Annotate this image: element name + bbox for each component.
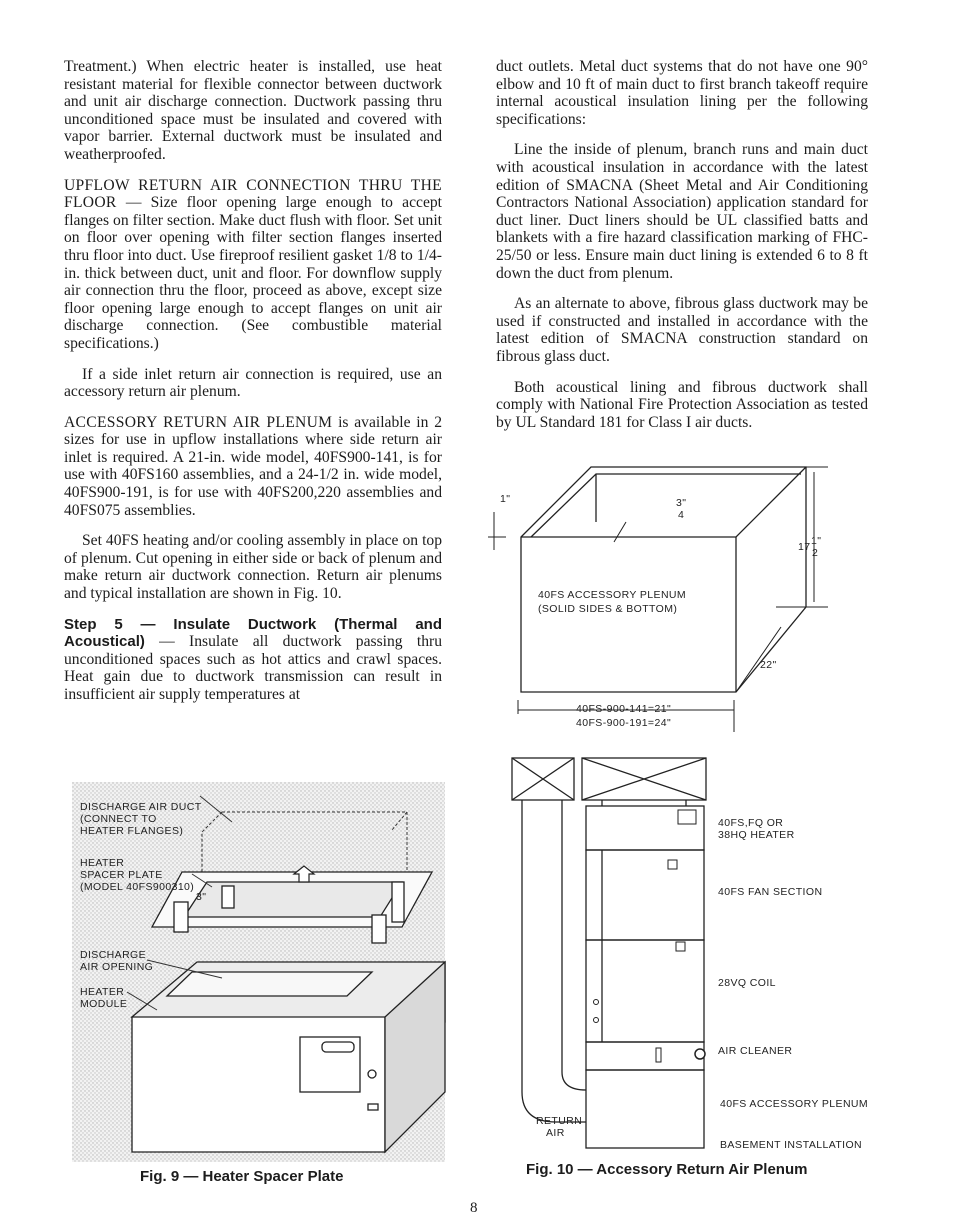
dimension-height-den: 2 [812,547,819,559]
label-air-cleaner: AIR CLEANER [718,1045,793,1057]
dimension-depth: 22" [760,659,777,671]
step-heading: Step 5 — Insulate Ductwork (Thermal and Acoustical) [64,615,442,651]
label-heater: 38HQ HEATER [718,829,795,841]
cleaner-handle-icon [656,1048,661,1062]
paragraph [64,414,442,520]
label-heater-module: MODULE [80,998,128,1010]
dimension-top: 1" [500,493,511,505]
label-heater-spacer-plate: HEATER [80,857,125,869]
dimension-width: 40FS-900-191=24" [576,717,672,729]
accessory-plenum-diagram [476,462,848,740]
dimension-flange-den: 4 [678,509,685,521]
paragraph-body: — Size floor opening large enough to accept flanges on filter section. Make duct flush with floor. Set unit on floor over opening with filter section flanges inserted thru floor into duct. Use fireproof resilient gasket 1/8 to 1/4-in. thick between duct, unit and floor. For downflow supply air connection thru the floor, proceed as above, except size floor opening large enough to accept flanges on unit air discharge connection. (See combustible material specifications.) [64,194,442,352]
section-heading: ACCESSORY RETURN AIR PLENUM [64,413,333,431]
left-text-column [64,58,442,717]
paragraph-body: is available in 2 sizes for use in upflow installations where side return air inlet is required. A 21-in. wide model, 40FS900-141, is for use with 40FS160 assemblies, and a 24-1/2 in. wide model, 40FS900-191, is for use with 40FS200,220 assemblies and 40FS075 assemblies. [64,413,442,519]
label-accessory-plenum: 40FS ACCESSORY PLENUM [720,1098,869,1110]
unit-stack [586,806,704,1148]
label-discharge-air-duct: (CONNECT TO [80,813,157,825]
paragraph [64,616,442,704]
paragraph: duct outlets. Metal duct systems that do not have one 90° elbow and 10 ft of main duct to first branch takeoff require internal acoustical insulation lining per the following specifications: [496,58,868,128]
supply-plenum [582,758,706,806]
coil-knob-icon [594,1000,599,1005]
right-text-column [496,58,868,444]
paragraph-body: — Insulate all ductwork passing thru unconditioned spaces such as hot attics and crawl spaces. Heat gain due to ductwork transmission can result in insufficient air supply temperatures at [64,633,442,703]
section-heading: UPFLOW RETURN AIR CONNECTION THRU THE FLOOR [64,176,442,212]
dimension-height-frac: 1" [811,535,822,547]
paragraph: If a side inlet return air connection is required, use an accessory return air plenum. [64,365,442,401]
label-heater-module: HEATER [80,986,125,998]
paragraph: As an alternate to above, fibrous glass ductwork may be used if constructed and installed in accordance with the latest edition of SMACNA construction standard on fibrous glass duct. [496,295,868,365]
label-discharge-air-duct: DISCHARGE AIR DUCT [80,801,202,813]
coil-control-icon [676,942,685,951]
label-heater-spacer-plate: SPACER PLATE [80,869,163,881]
heater-module [132,962,445,1152]
paragraph: Set 40FS heating and/or cooling assembly in place on top of plenum. Cut opening in either side or back of plenum and make return air ductwork connection. Return air plenums and typical installation are shown in Fig. 10. [64,532,442,603]
label-coil: 28VQ COIL [718,977,776,989]
fig10-caption: Fig. 10 — Accessory Return Air Plenum [526,1161,808,1178]
plenum-label: 40FS ACCESSORY PLENUM [538,589,687,601]
label-heater-spacer-plate: (MODEL 40FS900310) [80,881,195,893]
dimension-height: 17 [798,541,811,553]
label-discharge-air-opening: AIR OPENING [80,961,154,973]
return-air-duct [512,758,586,1122]
label-discharge-air-duct: HEATER FLANGES) [80,825,184,837]
dimension-width: 40FS-900-141=21" [576,703,672,715]
dimension-flange: 3" [676,497,687,509]
label-basement-installation: BASEMENT INSTALLATION [720,1139,863,1151]
label-discharge-air-opening: DISCHARGE [80,949,147,961]
fig9-heater-spacer-plate [72,782,447,1164]
paragraph: Treatment.) When electric heater is installed, use heat resistant material for flexible connector between ductwork and unit air discharge connection. Ductwork passing thru unconditioned space must be insulated and covered with vapor barrier. External ductwork must be insulated and weatherproofed. [64,58,442,163]
label-fan-section: 40FS FAN SECTION [718,886,823,898]
paragraph: Line the inside of plenum, branch runs and main duct with acoustical insulation in accordance with the latest edition of SMACNA (Sheet Metal and Air Conditioning Contractors National Association) application standard for duct liner. Duct liners should be UL classified batts and blankets with a fire hazard classification marking of FHC-25/50 or less. Ensure main duct lining is extended 6 to 8 ft down the duct from plenum. [496,141,868,282]
label-heater: 40FS,FQ OR [718,817,784,829]
page-number: 8 [470,1200,478,1216]
fan-control-icon [668,860,677,869]
label-return-air: RETURN [536,1115,583,1127]
label-spacer-dimension: 3" [196,891,207,903]
paragraph [64,177,442,353]
heater-control-icon [678,810,696,824]
cleaner-knob-icon [695,1049,705,1059]
fig10-basement-installation [506,752,886,1158]
paragraph: Both acoustical lining and fibrous ductwork shall comply with National Fire Protection Association as tested by UL Standard 181 for Class I air ducts. [496,378,868,431]
coil-knob-icon [594,1018,599,1023]
plenum-label: (SOLID SIDES & BOTTOM) [538,603,678,615]
fig9-caption: Fig. 9 — Heater Spacer Plate [140,1168,344,1185]
label-return-air: AIR [546,1127,565,1139]
